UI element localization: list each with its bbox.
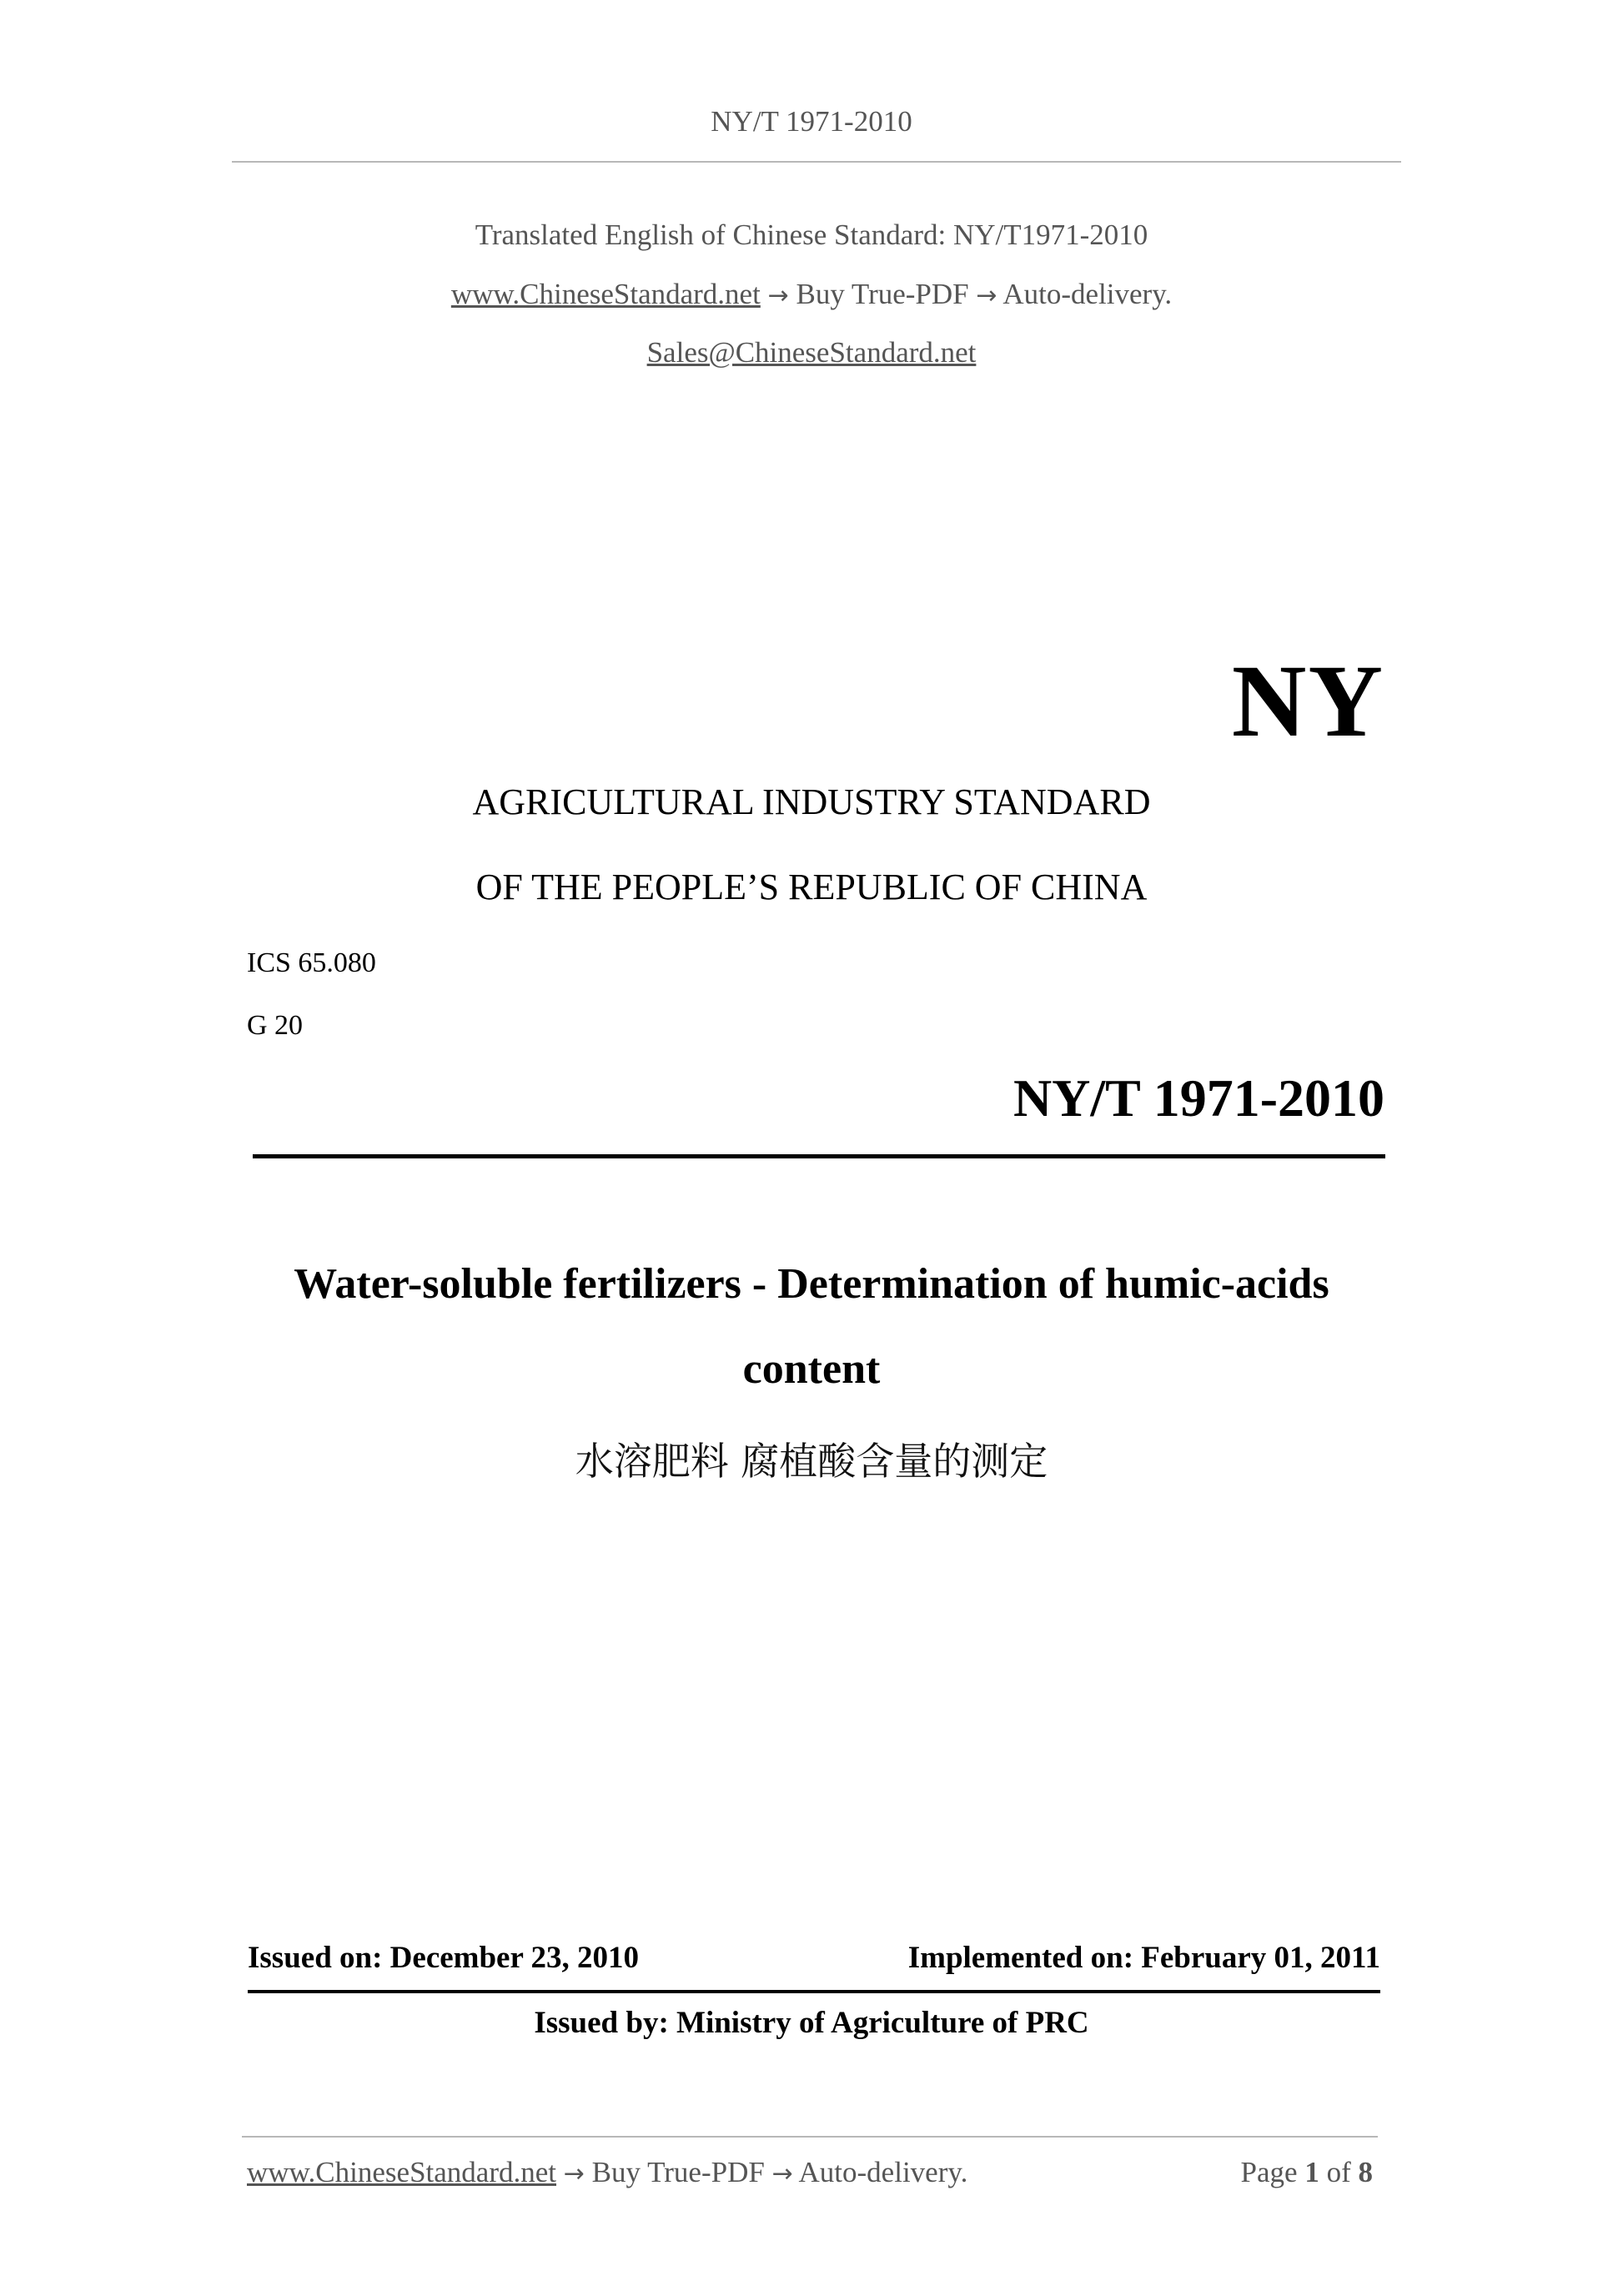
implemented-on-date: Implemented on: February 01, 2011 xyxy=(907,1941,1380,1975)
page-label: Page xyxy=(1240,2156,1298,2188)
page-of: of xyxy=(1326,2156,1351,2188)
standard-number-divider xyxy=(253,1154,1385,1158)
standard-number: NY/T 1971-2010 xyxy=(1012,1068,1384,1128)
buy-text: Buy True-PDF xyxy=(796,278,969,310)
footer-buy-text: Buy True-PDF xyxy=(591,2156,765,2188)
standard-type-line1: AGRICULTURAL INDUSTRY STANDARD xyxy=(472,781,1151,822)
footer-site-link[interactable]: www.ChineseStandard.net xyxy=(247,2156,556,2188)
page-indicator xyxy=(1241,2156,1373,2189)
issued-on-date: Issued on: December 23, 2010 xyxy=(248,1941,639,1975)
running-header: NY/T 1971-2010 xyxy=(711,105,912,138)
page-current: 1 xyxy=(1304,2156,1319,2188)
title-chinese: 水溶肥料 腐植酸含量的测定 xyxy=(575,1439,1048,1484)
email-line xyxy=(0,336,1623,369)
issued-by: Issued by: Ministry of Agriculture of PRC xyxy=(534,2006,1089,2040)
g-code: G 20 xyxy=(247,1010,304,1041)
title-english-line1: Water-soluble fertilizers - Determination of humic-acids xyxy=(294,1260,1329,1308)
title-english-line2: content xyxy=(742,1345,881,1393)
standard-type-line2: OF THE PEOPLE’S REPUBLIC OF CHINA xyxy=(475,867,1148,907)
ics-code: ICS 65.080 xyxy=(247,947,376,978)
arrow-right-icon: → xyxy=(771,2159,793,2188)
purchase-line xyxy=(0,278,1623,311)
footer-delivery-text: Auto-delivery. xyxy=(798,2156,968,2188)
footer-purchase-line xyxy=(247,2156,967,2189)
site-link[interactable]: www.ChineseStandard.net xyxy=(450,278,761,310)
issuance-divider xyxy=(248,1990,1380,1993)
footer-divider xyxy=(242,2136,1378,2138)
delivery-text: Auto-delivery. xyxy=(1002,278,1173,310)
page-total: 8 xyxy=(1358,2156,1373,2188)
arrow-right-icon: → xyxy=(976,281,997,310)
email-link[interactable]: Sales@ChineseStandard.net xyxy=(646,336,977,369)
ny-logo: NY xyxy=(1231,644,1384,758)
translation-notice: Translated English of Chinese Standard: NY/T1971-2010 xyxy=(475,219,1148,251)
header-divider xyxy=(232,161,1401,163)
arrow-right-icon: → xyxy=(767,281,789,310)
arrow-right-icon: → xyxy=(563,2159,585,2188)
